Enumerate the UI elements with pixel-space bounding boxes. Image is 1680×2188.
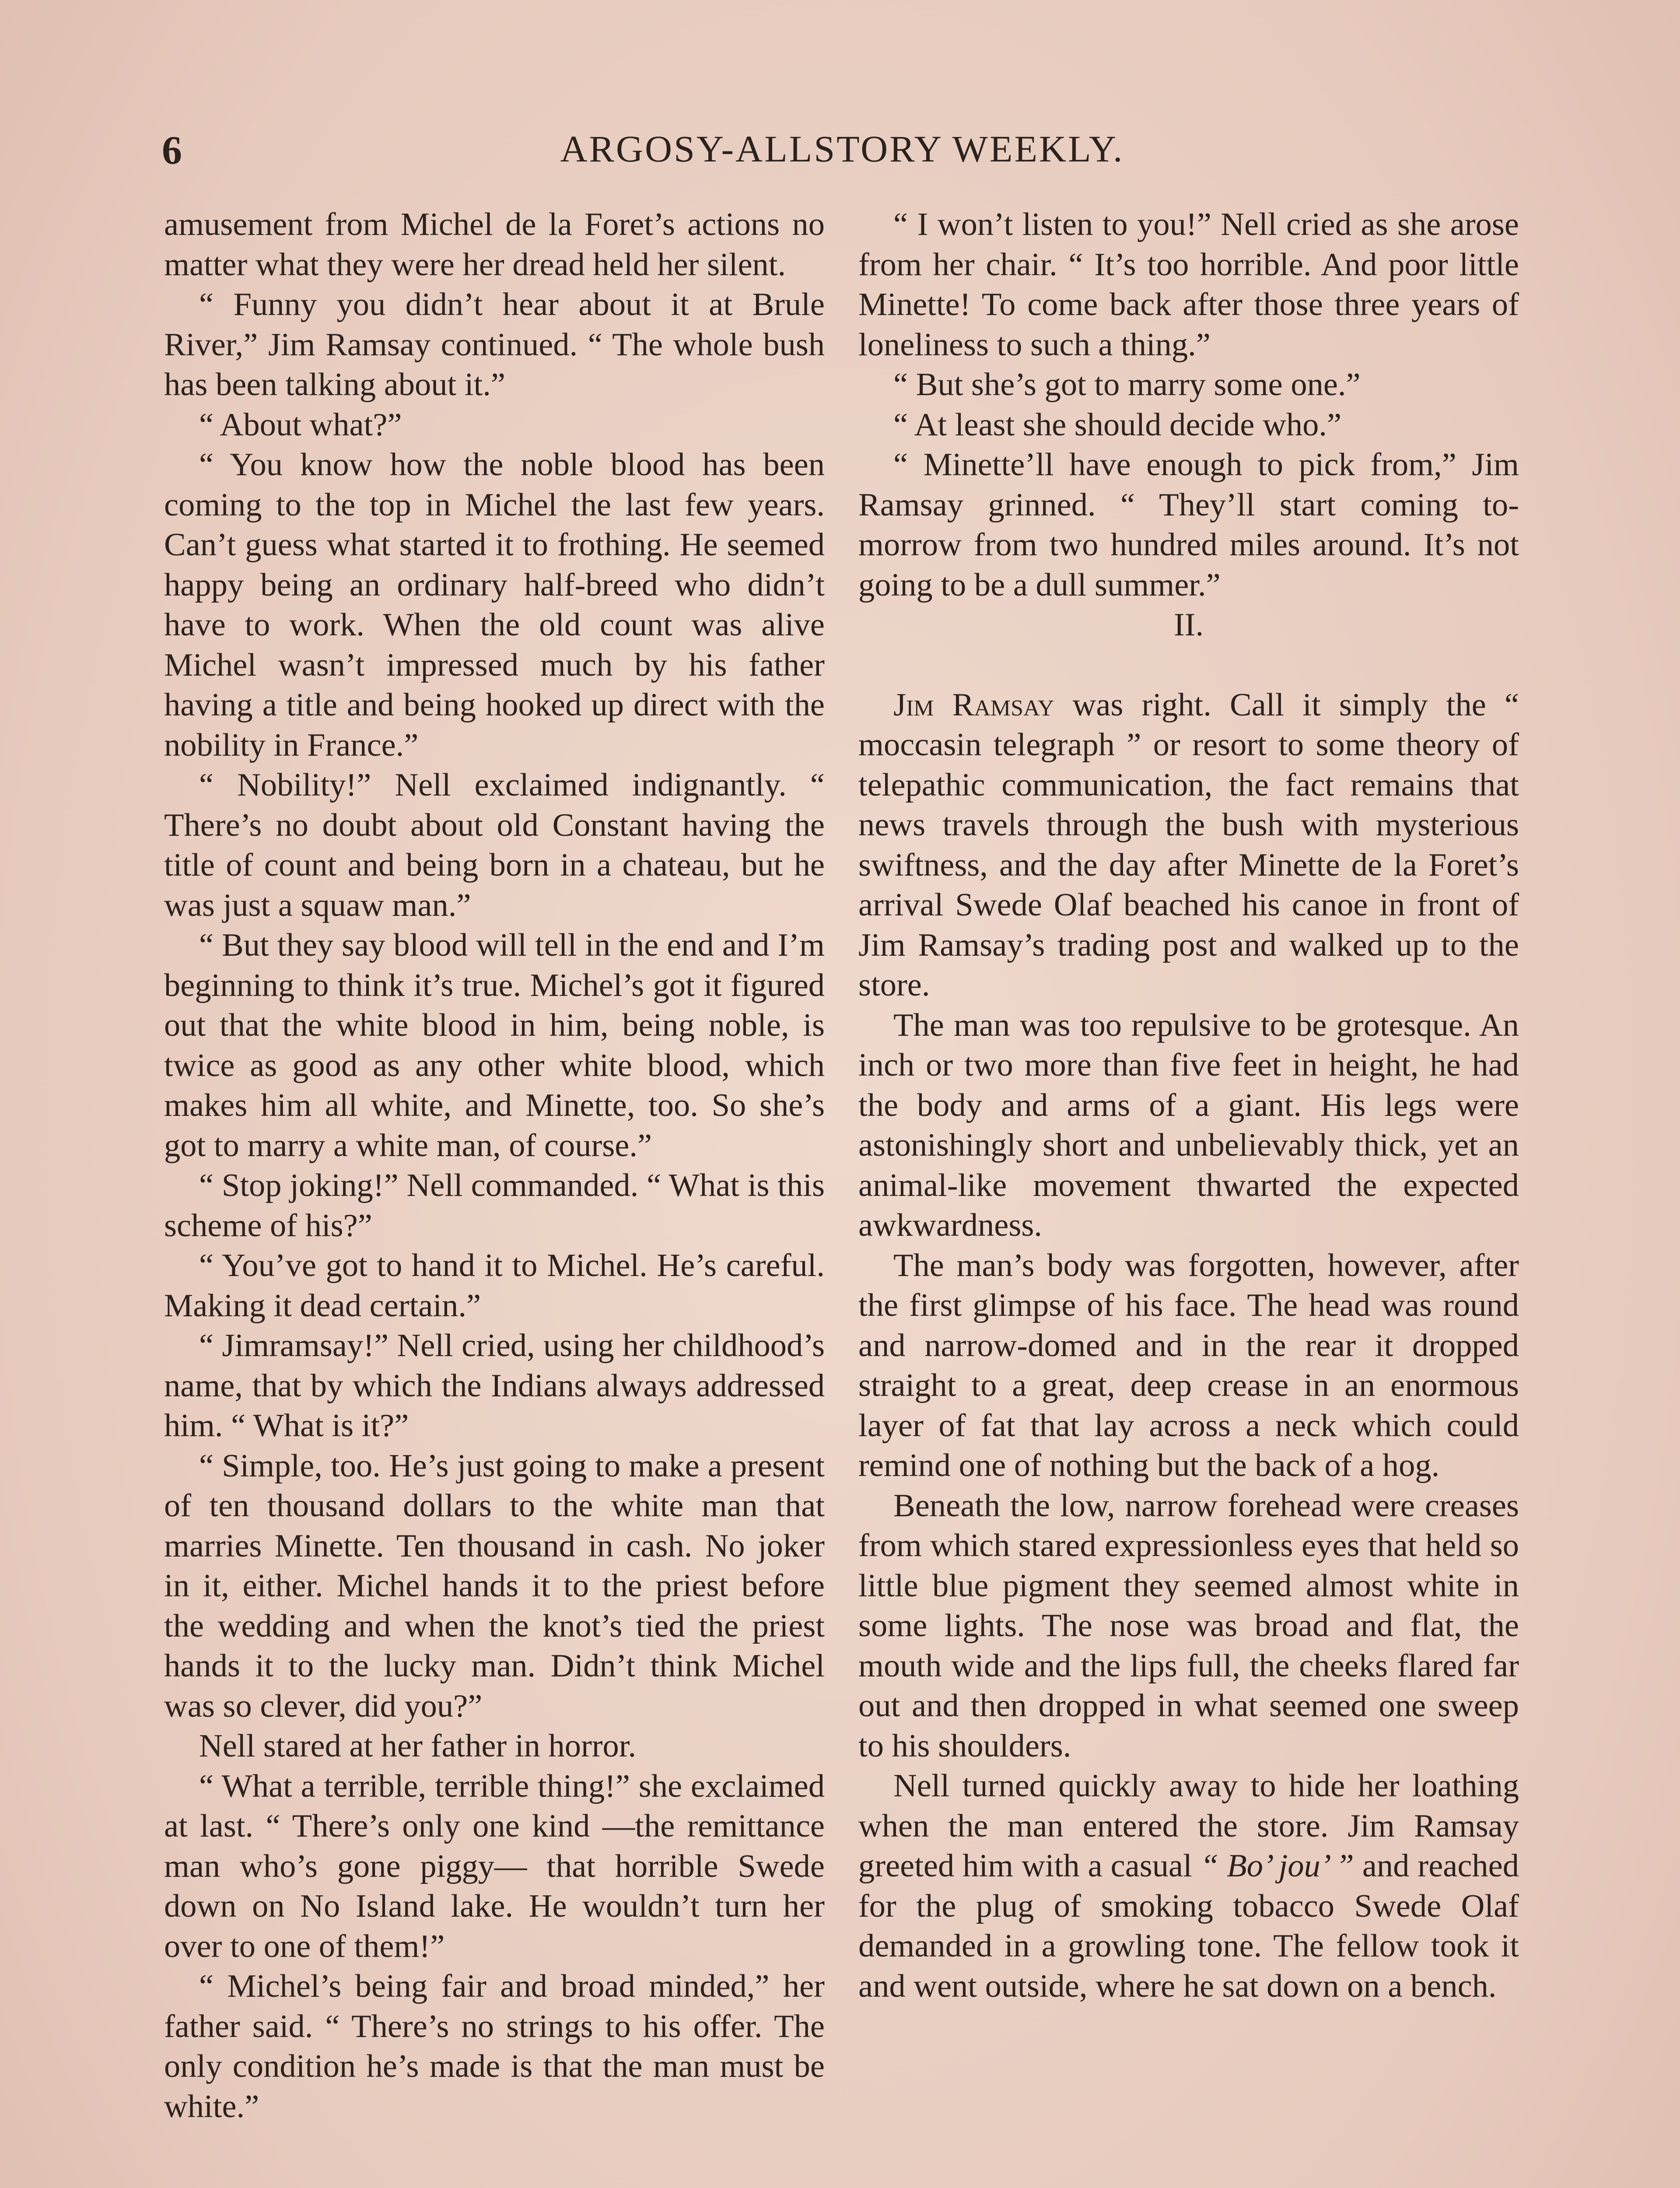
section-heading: II. — [1173, 607, 1204, 643]
paragraph-text: Nell turned quickly away to hide her loathing when the man entered the store. Jim Ramsay greeted him with a casual — [858, 1768, 1519, 1884]
paragraph: “ Minette’ll have enough to pick from,” Jim Ramsay grinned. “ They’ll start coming to-morrow from two hundred miles around. It’s not going to be a dull summer.” — [858, 447, 1519, 603]
running-head: ARGOSY-ALLSTORY WEEKLY. — [560, 128, 1124, 170]
paragraph: The man’s body was forgotten, however, after the first glimpse of his face. The head was round and narrow-domed and in the rear it dropped straight to a great, deep crease in an enormous layer of fat that lay across a neck which could remind one of nothing but the back of a hog. — [858, 1247, 1519, 1483]
paragraph — [858, 1766, 1519, 2006]
paragraph: “ Jimramsay!” Nell cried, using her childhood’s name, that by which the Indians always addressed him. “ What is it?” — [164, 1328, 825, 1444]
page-number: 6 — [162, 128, 182, 172]
paragraph: “ Simple, too. He’s just going to make a present of ten thousand dollars to the white man that marries Minette. Ten thousand in cash. No joker in it, either. Michel hands it to the priest before the wedding and when the knot’s tied the priest hands it to the lucky man. Didn’t think Michel was so clever, did you?” — [164, 1448, 825, 1724]
paragraph: “ You know how the noble blood has been coming to the top in Michel the last few years. Can’t guess what started it to frothing. He seemed happy being an ordinary half-breed who didn’t have to work. When the old count was alive Michel wasn’t impressed much by his father having a title and being hooked up direct with the nobility in France.” — [164, 447, 825, 763]
paragraph — [858, 685, 1519, 1006]
paragraph-text: and reached for the plug of smoking tobacco Swede Olaf demanded in a growling tone. The fellow took it and went outside, where he sat down on a bench. — [858, 1848, 1519, 2004]
paragraph: The man was too repulsive to be grotesque. An inch or two more than five feet in height, he had the body and arms of a giant. His legs were astonishingly short and unbelievably thick, yet an animal-like movement thwarted the expected awkwardness. — [858, 1007, 1519, 1243]
paragraph: “ I won’t listen to you!” Nell cried as she arose from her chair. “ It’s too horrible. And poor little Minette! To come back after those three years of loneliness to such a thing.” — [858, 207, 1519, 363]
right-column — [858, 205, 1519, 2006]
paragraph: “ What a terrible, terrible thing!” she exclaimed at last. “ There’s only one kind —the remittance man who’s gone piggy— that horrible Swede down on No Island lake. He wouldn’t turn her over to one of them!” — [164, 1768, 825, 1964]
paragraph: Beneath the low, narrow forehead were creases from which stared expressionless eyes that held so little blue pigment they seemed almost white in some lights. The nose was broad and flat, the mouth wide and the lips full, the cheeks flared far out and then dropped in what seemed one sweep to his shoulders. — [858, 1487, 1519, 1764]
lead-in-small-caps: Jim Ramsay — [893, 687, 1054, 723]
paragraph-text: was right. Call it simply the “ moccasin telegraph ” or resort to some theory of telepathic communication, the fact remains that news travels through the bush with mysterious swiftness, and the day after Minette de la Foret’s arrival Swede Olaf beached his canoe in front of Jim Ramsay’s trading post and walked up to the store. — [858, 687, 1519, 1003]
page-header — [162, 127, 1522, 184]
paragraph: “ Nobility!” Nell exclaimed indignantly. “ There’s no doubt about old Constant having the title of count and being born in a chateau, but he was just a squaw man.” — [164, 767, 825, 923]
paragraph: “ But she’s got to marry some one.” — [893, 367, 1361, 403]
paragraph: “ Stop joking!” Nell commanded. “ What is this scheme of his?” — [164, 1168, 825, 1244]
paragraph: “ Funny you didn’t hear about it at Brule River,” Jim Ramsay continued. “ The whole bush has been talking about it.” — [164, 287, 825, 403]
paragraph: amusement from Michel de la Foret’s actions no matter what they were her dread held her silent. — [164, 207, 825, 283]
italic-greeting: “ Bo’ jou’ ” — [1200, 1848, 1354, 1884]
paragraph: “ At least she should decide who.” — [893, 407, 1342, 443]
left-column — [164, 205, 825, 2127]
paragraph: “ Michel’s being fair and broad minded,” her father said. “ There’s no strings to his offer. The only condition he’s made is that the man must be white.” — [164, 1968, 825, 2125]
paragraph: “ You’ve got to hand it to Michel. He’s careful. Making it dead certain.” — [164, 1248, 825, 1324]
paragraph: Nell stared at her father in horror. — [199, 1728, 637, 1764]
paragraph: “ But they say blood will tell in the end and I’m beginning to think it’s true. Michel’s got it figured out that the white blood in him, being noble, is twice as good as any other white blood, which makes him all white, and Minette, too. So she’s got to marry a white man, of course.” — [164, 927, 825, 1164]
paragraph: “ About what?” — [199, 407, 402, 443]
